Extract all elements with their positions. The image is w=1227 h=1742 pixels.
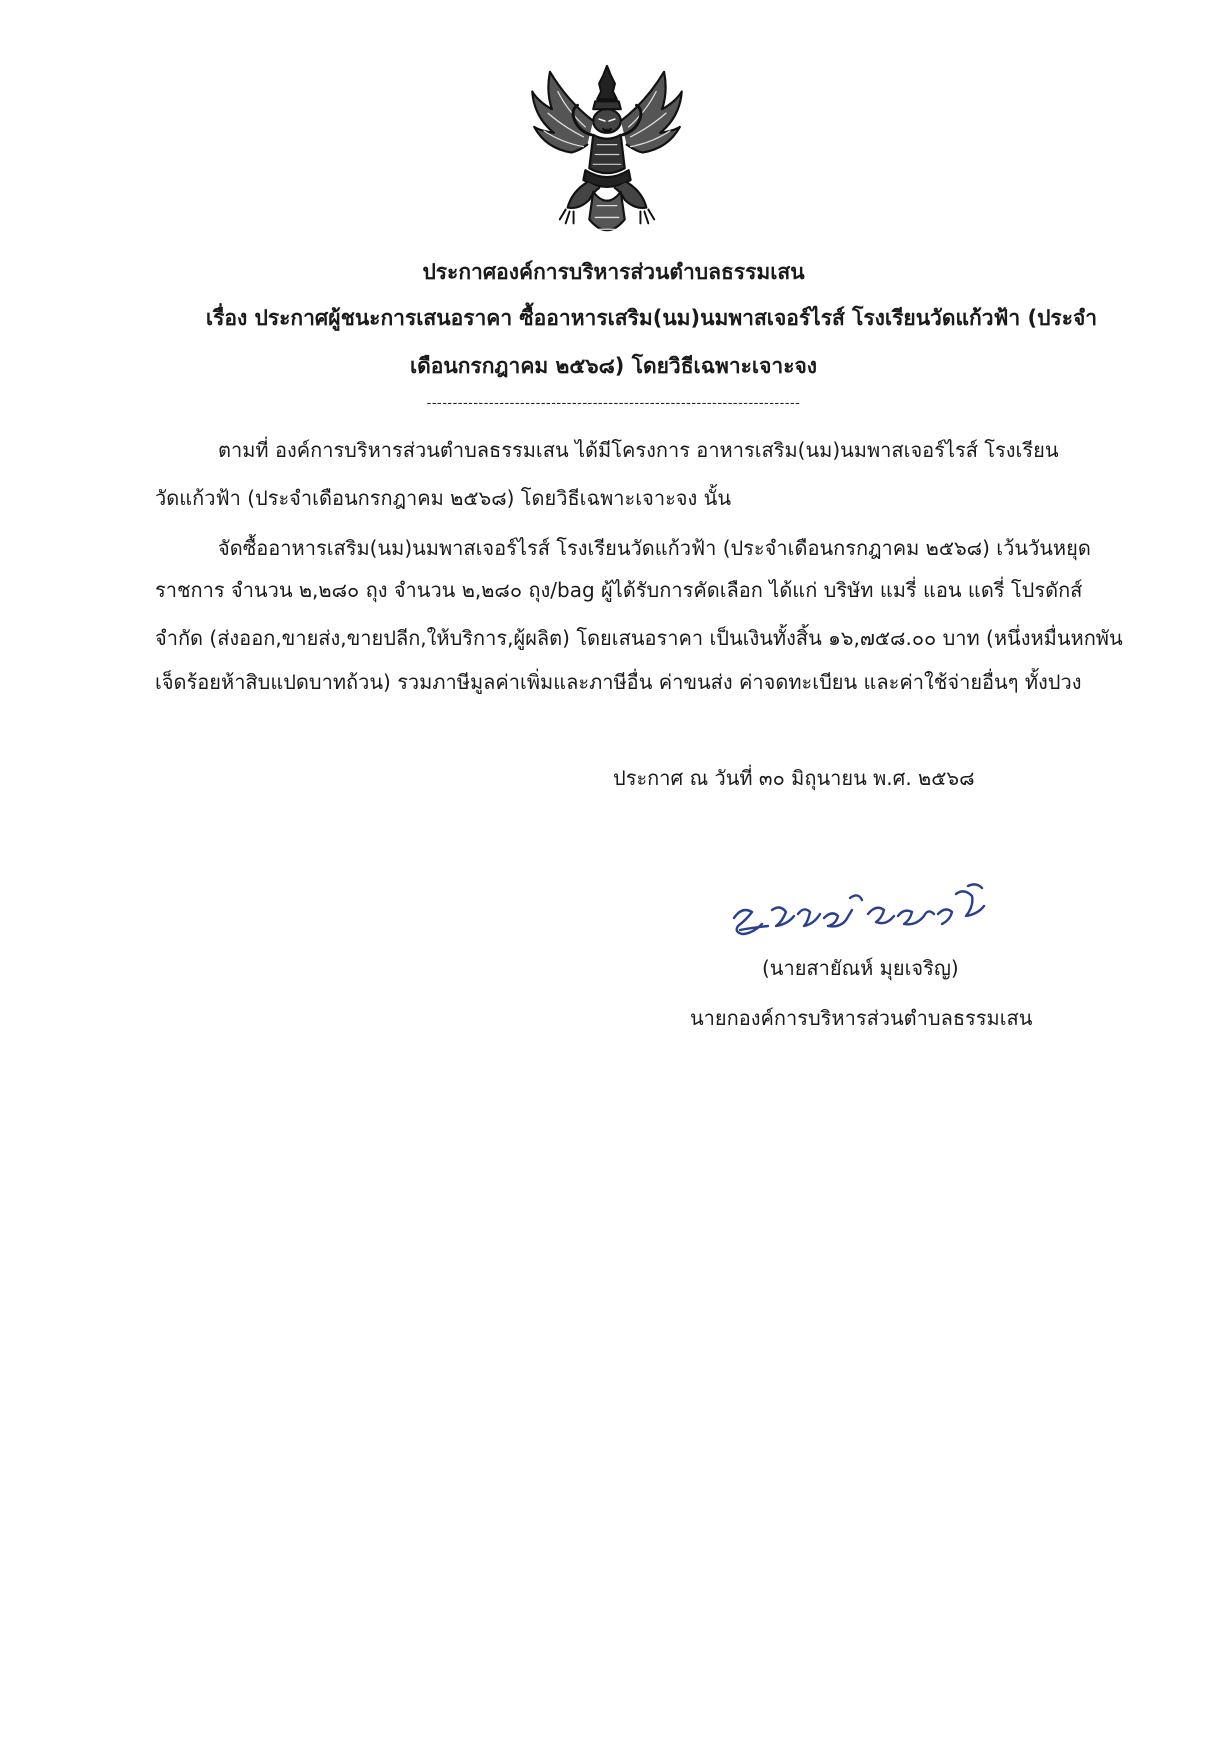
separator-line: ------------------------------------------------------------------------ xyxy=(426,396,801,411)
paragraph-2-line-4: เจ็ดร้อยห้าสิบแปดบาทถ้วน) รวมภาษีมูลค่าเพิ่มและภาษีอื่น ค่าขนส่ง ค่าจดทะเบียน และค่าใช้จ่ายอื่นๆ ทั้งปวง xyxy=(155,670,1082,694)
signer-title: นายกองค์การบริหารส่วนตำบลธรรมเสน xyxy=(690,1006,1033,1030)
paragraph-1-line-1: ตามที่ องค์การบริหารส่วนตำบลธรรมเสน ได้มีโครงการ อาหารเสริม(นม)นมพาสเจอร์ไรส์ โรงเรียน xyxy=(218,438,1059,462)
announcement-date: ประกาศ ณ วันที่ ๓๐ มิถุนายน พ.ศ. ๒๕๖๘ xyxy=(613,766,975,790)
garuda-emblem-icon xyxy=(528,62,686,244)
paragraph-2-line-3: จำกัด (ส่งออก,ขายส่ง,ขายปลีก,ให้บริการ,ผู้ผลิต) โดยเสนอราคา เป็นเงินทั้งสิ้น ๑๖,๗๕๘.๐๐ บาท (หนึ่งหมื่นหกพัน xyxy=(155,626,1123,650)
paragraph-1-line-2: วัดแก้วฟ้า (ประจำเดือนกรกฎาคม ๒๕๖๘) โดยวิธีเฉพาะเจาะจง นั้น xyxy=(155,486,731,510)
paragraph-2-line-2: ราชการ จำนวน ๒,๒๘๐ ถุง จำนวน ๒,๒๘๐ ถุง/bag ผู้ได้รับการคัดเลือก ได้แก่ บริษัท แมรี่ แอน แดรี่ โปรดักส์ xyxy=(155,578,1083,602)
subject-line-2: เดือนกรกฎาคม ๒๕๖๘) โดยวิธีเฉพาะเจาะจง xyxy=(409,354,818,378)
paragraph-2-line-1: จัดซื้ออาหารเสริม(นม)นมพาสเจอร์ไรส์ โรงเรียนวัดแก้วฟ้า (ประจำเดือนกรกฎาคม ๒๕๖๘) เว้นวันหยุด xyxy=(218,536,1091,560)
subject-line-1: เรื่อง ประกาศผู้ชนะการเสนอราคา ซื้ออาหารเสริม(นม)นมพาสเจอร์ไรส์ โรงเรียนวัดแก้วฟ้า (ประจำ xyxy=(205,306,1098,330)
signer-name: (นายสายัณห์ มุยเจริญ) xyxy=(762,956,959,980)
announcement-heading: ประกาศองค์การบริหารส่วนตำบลธรรมเสน xyxy=(422,260,805,284)
handwritten-signature-icon xyxy=(728,880,998,950)
